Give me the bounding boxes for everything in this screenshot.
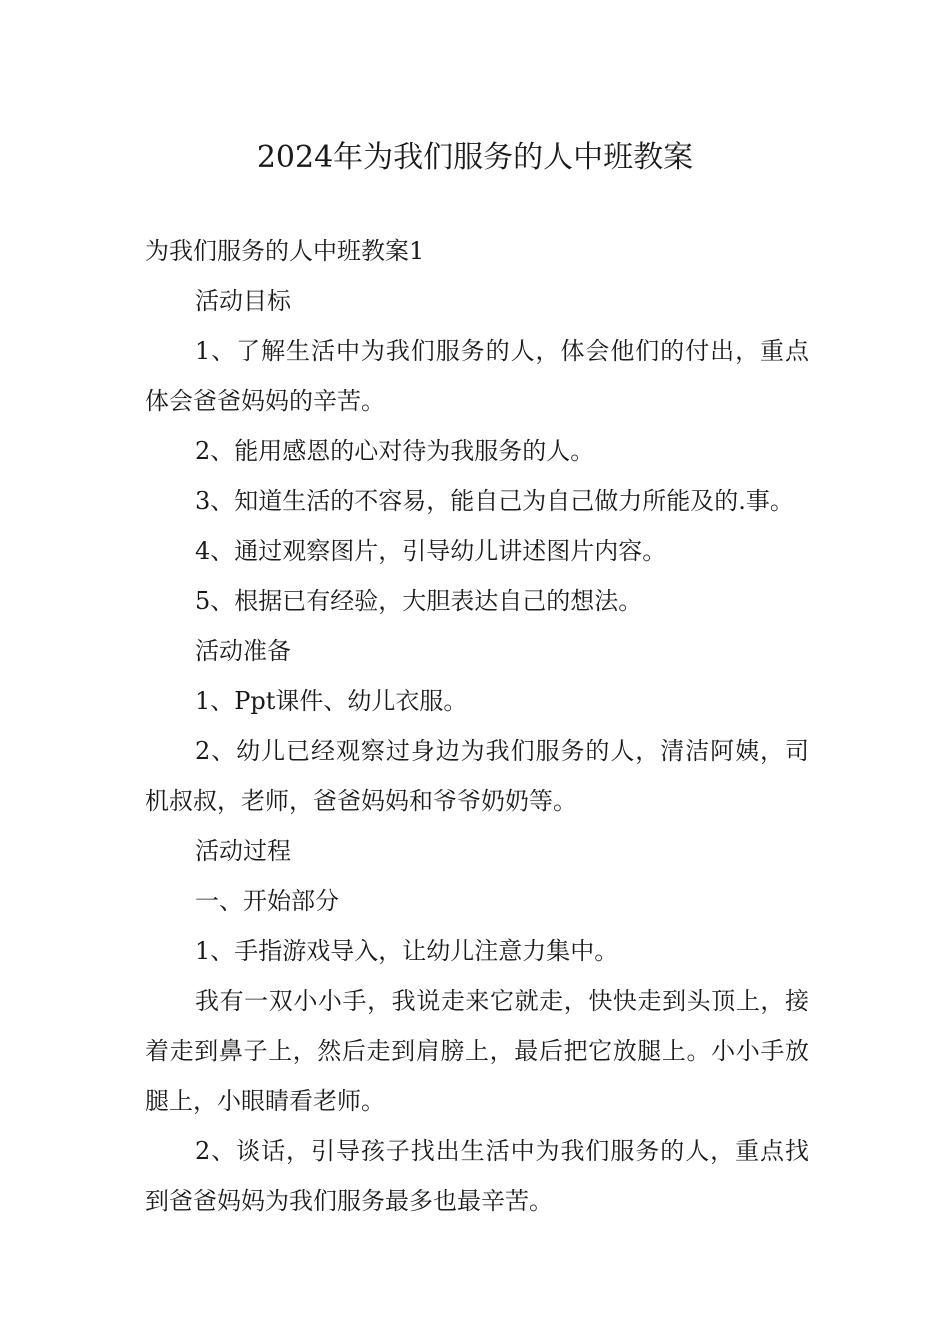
paragraph: 一、开始部分 [195,887,339,915]
paragraph: 2、谈话，引导孩子找出生活中为我们服务的人，重点找到爸爸妈妈为我们服务最多也最辛苦。 [145,1137,809,1215]
document-title: 2024年为我们服务的人中班教案 [256,140,694,175]
paragraph: 活动目标 [195,287,291,315]
paragraph: 活动准备 [195,637,291,665]
paragraph: 4、通过观察图片，引导幼儿讲述图片内容。 [195,537,667,565]
paragraph: 2、能用感恩的心对待为我服务的人。 [195,437,595,465]
paragraph: 2、幼儿已经观察过身边为我们服务的人，清洁阿姨，司机叔叔，老师，爸爸妈妈和爷爷奶奶等。 [145,737,809,815]
paragraph: 1、了解生活中为我们服务的人，体会他们的付出，重点体会爸爸妈妈的辛苦。 [145,337,809,415]
paragraph: 5、根据已有经验，大胆表达自己的想法。 [195,587,643,615]
section-heading: 为我们服务的人中班教案1 [145,237,425,265]
paragraph: 3、知道生活的不容易，能自己为自己做力所能及的.事。 [195,487,794,515]
paragraph: 活动过程 [195,837,291,865]
paragraph: 我有一双小小手，我说走来它就走，快快走到头顶上，接着走到鼻子上，然后走到肩膀上，最后把它放腿上。小小手放腿上，小眼睛看老师。 [145,987,809,1115]
paragraph: 1、Ppt课件、幼儿衣服。 [195,687,468,715]
paragraph: 1、手指游戏导入，让幼儿注意力集中。 [195,937,619,965]
document-body [145,226,809,1226]
